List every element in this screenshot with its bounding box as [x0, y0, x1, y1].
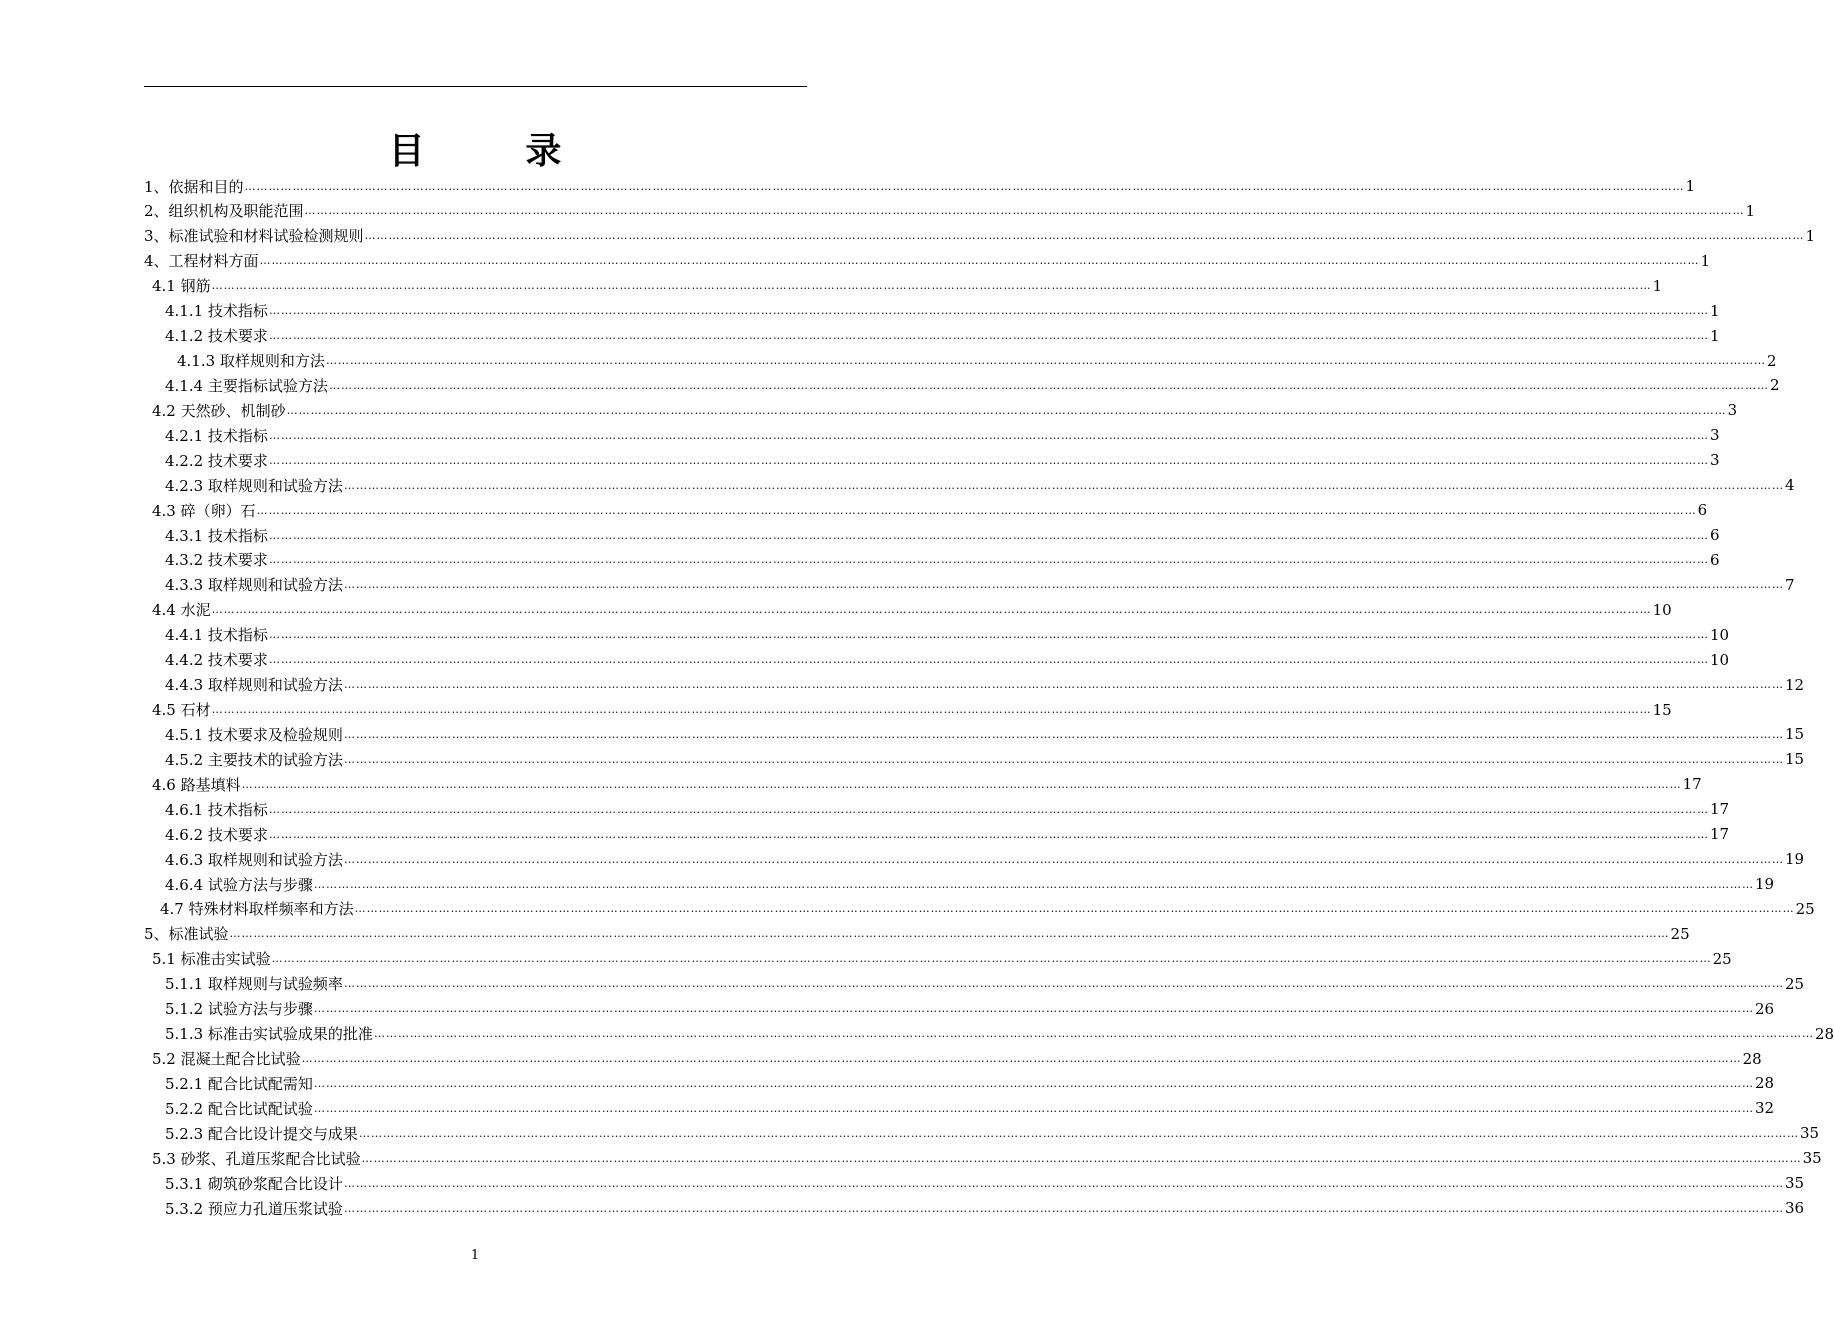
toc-entry-label: 4.2.1 技术指标	[165, 426, 268, 445]
toc-entry-label: 4、工程材料方面	[144, 252, 259, 271]
toc-entry[interactable]	[165, 972, 1805, 996]
toc-entry-label: 3、标准试验和材料试验检测规则	[144, 227, 364, 246]
toc-leader-dots: ………………………………………………………………………………………………………………………………………………………………………………………………………………………………………………………………………………………………………………………………	[268, 802, 1709, 816]
toc-entry[interactable]	[152, 498, 1708, 522]
toc-entry-page: 36	[1784, 1199, 1805, 1218]
header-rule	[144, 86, 807, 87]
toc-leader-dots: ………………………………………………………………………………………………………………………………………………………………………………………………………………………………………………………………………………………………………………………………	[373, 1027, 1814, 1041]
toc-entry-label: 5.3.1 砌筑砂浆配合比设计	[165, 1174, 343, 1193]
toc-entry-label: 4.1.4 主要指标试验方法	[165, 376, 328, 395]
toc-entry-page: 1	[1700, 251, 1711, 270]
toc-leader-dots: ………………………………………………………………………………………………………………………………………………………………………………………………………………………………………………………………………………………………………………………………	[343, 727, 1784, 741]
toc-entry-label: 4.5.1 技术要求及检验规则	[165, 725, 343, 744]
toc-entry[interactable]	[165, 299, 1720, 323]
toc-entry-label: 2、组织机构及职能范围	[144, 202, 304, 221]
toc-entry[interactable]	[152, 274, 1663, 298]
toc-entry-label: 5.2.1 配合比试配需知	[165, 1074, 313, 1093]
toc-entry-label: 5.1 标准击实试验	[152, 950, 271, 969]
toc-entry-label: 4.4.2 技术要求	[165, 651, 268, 670]
toc-leader-dots: ………………………………………………………………………………………………………………………………………………………………………………………………………………………………………………………………………………………………………………………………	[364, 229, 1805, 243]
toc-entry[interactable]	[144, 199, 1756, 223]
toc-entry-label: 4.5.2 主要技术的试验方法	[165, 750, 343, 769]
toc-entry-label: 4.6.4 试验方法与步骤	[165, 875, 313, 894]
toc-leader-dots: ………………………………………………………………………………………………………………………………………………………………………………………………………………………………………………………………………………………………………………………………	[268, 553, 1709, 567]
toc-entry[interactable]	[165, 1071, 1775, 1095]
toc-entry-label: 4.2.3 取样规则和试验方法	[165, 476, 343, 495]
toc-leader-dots: ………………………………………………………………………………………………………………………………………………………………………………………………………………………………………………………………………………………………………………………………	[343, 1176, 1784, 1190]
toc-leader-dots: ………………………………………………………………………………………………………………………………………………………………………………………………………………………………………………………………………………………………………………………………	[229, 927, 1670, 941]
toc-entry-page: 35	[1802, 1149, 1822, 1168]
toc-entry-page: 3	[1709, 451, 1720, 470]
toc-entry-page: 1	[1709, 301, 1720, 320]
toc-leader-dots: ………………………………………………………………………………………………………………………………………………………………………………………………………………………………………………………………………………………………………………………………	[343, 852, 1784, 866]
toc-entry-label: 4.1 钢筋	[152, 277, 211, 296]
toc-entry[interactable]	[152, 1146, 1822, 1170]
toc-entry-label: 5.2.2 配合比试配试验	[165, 1099, 313, 1118]
toc-entry-page: 15	[1784, 750, 1805, 769]
toc-leader-dots: ………………………………………………………………………………………………………………………………………………………………………………………………………………………………………………………………………………………………………………………………	[325, 354, 1766, 367]
toc-entry[interactable]	[165, 673, 1805, 697]
toc-entry-page: 7	[1784, 575, 1795, 594]
toc-entry-page: 12	[1784, 675, 1805, 694]
toc-leader-dots: ………………………………………………………………………………………………………………………………………………………………………………………………………………………………………………………………………………………………………………………………	[244, 179, 1685, 193]
toc-entry-label: 4.4.3 取样规则和试验方法	[165, 676, 343, 695]
toc-entry-page: 6	[1709, 526, 1720, 545]
toc-leader-dots: ………………………………………………………………………………………………………………………………………………………………………………………………………………………………………………………………………………………………………………………………	[268, 628, 1709, 642]
toc-entry-page: 25	[1784, 974, 1805, 993]
toc-leader-dots: ………………………………………………………………………………………………………………………………………………………………………………………………………………………………………………………………………………………………………………………………	[313, 1101, 1754, 1115]
toc-entry[interactable]	[165, 1121, 1820, 1145]
toc-entry-label: 4.7 特殊材料取样频率和方法	[160, 900, 354, 919]
toc-leader-dots: ………………………………………………………………………………………………………………………………………………………………………………………………………………………………………………………………………………………………………………………………	[354, 902, 1795, 916]
toc-leader-dots: ………………………………………………………………………………………………………………………………………………………………………………………………………………………………………………………………………………………………………………………………	[343, 1201, 1784, 1215]
toc-entry-page: 1	[1745, 201, 1756, 220]
toc-entry[interactable]	[165, 473, 1795, 497]
toc-entry-page: 10	[1652, 600, 1672, 619]
toc-leader-dots: ………………………………………………………………………………………………………………………………………………………………………………………………………………………………………………………………………………………………………………………………	[343, 977, 1784, 991]
toc-entry-page: 10	[1709, 650, 1730, 669]
toc-entry-page: 3	[1727, 401, 1738, 420]
toc-entry[interactable]	[165, 573, 1795, 597]
toc-entry-label: 4.6.3 取样规则和试验方法	[165, 850, 343, 869]
toc-leader-dots: ………………………………………………………………………………………………………………………………………………………………………………………………………………………………………………………………………………………………………………………………	[268, 428, 1709, 442]
toc-entry-label: 4.1.2 技术要求	[165, 327, 268, 346]
toc-entry[interactable]	[165, 997, 1775, 1021]
toc-entry-label: 4.3 碎（卵）石	[152, 501, 256, 520]
toc-leader-dots: ………………………………………………………………………………………………………………………………………………………………………………………………………………………………………………………………………………………………………………………………	[268, 528, 1709, 542]
toc-leader-dots: ………………………………………………………………………………………………………………………………………………………………………………………………………………………………………………………………………………………………………………………………	[211, 279, 1652, 293]
toc-entry-page: 17	[1709, 825, 1730, 844]
toc-entry-page: 17	[1682, 775, 1702, 794]
toc-entry[interactable]	[177, 349, 1777, 373]
toc-entry-page: 35	[1784, 1174, 1805, 1193]
toc-entry[interactable]	[165, 1096, 1775, 1120]
toc-entry-page: 19	[1754, 875, 1775, 894]
toc-entry-label: 4.3.3 取样规则和试验方法	[165, 576, 343, 595]
toc-entry-page: 25	[1670, 924, 1690, 943]
toc-leader-dots: ………………………………………………………………………………………………………………………………………………………………………………………………………………………………………………………………………………………………………………………………	[343, 678, 1784, 692]
toc-entry-label: 5.2.3 配合比设计提交与成果	[165, 1124, 358, 1143]
toc-entry-label: 4.1.3 取样规则和方法	[177, 352, 325, 370]
toc-entry-label: 4.5 石材	[152, 701, 211, 720]
toc-entry-page: 3	[1709, 426, 1720, 445]
toc-leader-dots: ………………………………………………………………………………………………………………………………………………………………………………………………………………………………………………………………………………………………………………………………	[328, 378, 1769, 392]
toc-entry-page: 35	[1799, 1124, 1820, 1143]
toc-entry-label: 4.3.2 技术要求	[165, 551, 268, 570]
toc-entry-label: 5.1.3 标准击实试验成果的批准	[165, 1025, 373, 1044]
toc-entry[interactable]	[165, 1022, 1834, 1046]
toc-entry[interactable]	[165, 423, 1720, 447]
toc-leader-dots: ………………………………………………………………………………………………………………………………………………………………………………………………………………………………………………………………………………………………………………………………	[259, 254, 1700, 268]
toc-entry-label: 4.4 水泥	[152, 601, 211, 620]
toc-entry[interactable]	[165, 847, 1805, 871]
toc-leader-dots: ………………………………………………………………………………………………………………………………………………………………………………………………………………………………………………………………………………………………………………………………	[211, 603, 1652, 617]
toc-entry[interactable]	[165, 448, 1720, 472]
toc-entry-label: 4.4.1 技术指标	[165, 626, 268, 645]
toc-entry-page: 15	[1784, 725, 1805, 744]
toc-entry-page: 1	[1805, 226, 1816, 245]
toc-entry[interactable]	[165, 797, 1730, 821]
toc-entry-label: 4.6 路基填料	[152, 775, 241, 794]
toc-entry[interactable]	[144, 174, 1696, 198]
toc-leader-dots: ………………………………………………………………………………………………………………………………………………………………………………………………………………………………………………………………………………………………………………………………	[268, 653, 1709, 667]
toc-entry-page: 25	[1712, 949, 1732, 968]
toc-entry-label: 4.1.1 技术指标	[165, 302, 268, 321]
toc-entry-label: 5.2 混凝土配合比试验	[152, 1050, 301, 1069]
toc-entry[interactable]	[165, 747, 1805, 771]
toc-entry-page: 1	[1685, 177, 1696, 195]
toc-leader-dots: ………………………………………………………………………………………………………………………………………………………………………………………………………………………………………………………………………………………………………………………………	[268, 827, 1709, 841]
toc-entry[interactable]	[165, 548, 1720, 572]
toc-entry-label: 5、标准试验	[144, 925, 229, 944]
toc-entry-page: 15	[1652, 700, 1672, 719]
toc-entry-page: 28	[1754, 1074, 1775, 1093]
toc-leader-dots: ………………………………………………………………………………………………………………………………………………………………………………………………………………………………………………………………………………………………………………………………	[211, 703, 1652, 717]
toc-leader-dots: ………………………………………………………………………………………………………………………………………………………………………………………………………………………………………………………………………………………………………………………………	[361, 1151, 1802, 1165]
toc-leader-dots: ………………………………………………………………………………………………………………………………………………………………………………………………………………………………………………………………………………………………………………………………	[313, 1002, 1754, 1016]
toc-leader-dots: ………………………………………………………………………………………………………………………………………………………………………………………………………………………………………………………………………………………………………………………………	[256, 503, 1697, 517]
toc-leader-dots: ………………………………………………………………………………………………………………………………………………………………………………………………………………………………………………………………………………………………………………………………	[286, 403, 1727, 417]
toc-entry-label: 5.1.1 取样规则与试验频率	[165, 975, 343, 994]
toc-leader-dots: ………………………………………………………………………………………………………………………………………………………………………………………………………………………………………………………………………………………………………………………………	[301, 1052, 1742, 1066]
toc-entry-page: 28	[1814, 1024, 1834, 1043]
toc-entry-label: 1、依据和目的	[144, 177, 244, 196]
toc-entry[interactable]	[144, 224, 1816, 248]
toc-entry[interactable]	[165, 623, 1730, 647]
toc-entry-page: 26	[1754, 999, 1775, 1018]
toc-entry-label: 4.2.2 技术要求	[165, 451, 268, 470]
toc-entry-page: 32	[1754, 1099, 1775, 1118]
toc-entry-page: 28	[1742, 1049, 1762, 1068]
page-title: 目 录	[388, 131, 594, 172]
toc-entry-page: 1	[1709, 326, 1720, 345]
toc-entry-page: 4	[1784, 476, 1795, 495]
toc-entry[interactable]	[144, 922, 1690, 946]
toc-entry[interactable]	[152, 772, 1702, 796]
toc-entry-page: 6	[1697, 501, 1708, 520]
toc-leader-dots: ………………………………………………………………………………………………………………………………………………………………………………………………………………………………………………………………………………………………………………………………	[313, 1076, 1754, 1090]
toc-entry[interactable]	[160, 897, 1815, 921]
toc-entry-page: 10	[1709, 625, 1730, 644]
toc-entry-label: 4.3.1 技术指标	[165, 526, 268, 545]
toc-entry[interactable]	[165, 1196, 1805, 1220]
toc-entry[interactable]	[165, 648, 1730, 672]
toc-entry[interactable]	[165, 822, 1730, 846]
toc-entry-label: 4.6.1 技术指标	[165, 800, 268, 819]
toc-entry-page: 2	[1769, 376, 1780, 395]
toc-leader-dots: ………………………………………………………………………………………………………………………………………………………………………………………………………………………………………………………………………………………………………………………………	[313, 877, 1754, 891]
toc-entry[interactable]	[165, 324, 1720, 348]
toc-leader-dots: ………………………………………………………………………………………………………………………………………………………………………………………………………………………………………………………………………………………………………………………………	[271, 952, 1712, 966]
toc-entry-page: 1	[1652, 276, 1663, 295]
toc-entry[interactable]	[165, 523, 1720, 547]
toc-leader-dots: ………………………………………………………………………………………………………………………………………………………………………………………………………………………………………………………………………………………………………………………………	[241, 777, 1682, 791]
toc-entry-label: 5.3 砂浆、孔道压浆配合比试验	[152, 1149, 361, 1168]
toc-entry[interactable]	[165, 722, 1805, 746]
toc-entry-label: 5.1.2 试验方法与步骤	[165, 1000, 313, 1019]
toc-entry[interactable]	[152, 947, 1732, 971]
toc-entry[interactable]	[152, 1047, 1762, 1071]
toc-entry[interactable]	[152, 698, 1672, 722]
toc-leader-dots: ………………………………………………………………………………………………………………………………………………………………………………………………………………………………………………………………………………………………………………………………	[268, 453, 1709, 467]
toc-leader-dots: ………………………………………………………………………………………………………………………………………………………………………………………………………………………………………………………………………………………………………………………………	[268, 329, 1709, 343]
toc-entry[interactable]	[144, 249, 1711, 273]
toc-entry[interactable]	[165, 1171, 1805, 1195]
toc-leader-dots: ………………………………………………………………………………………………………………………………………………………………………………………………………………………………………………………………………………………………………………………………	[343, 752, 1784, 766]
toc-entry-label: 4.2 天然砂、机制砂	[152, 401, 286, 420]
toc-leader-dots: ………………………………………………………………………………………………………………………………………………………………………………………………………………………………………………………………………………………………………………………………	[343, 478, 1784, 492]
page-number: 1	[470, 1248, 480, 1263]
toc-leader-dots: ………………………………………………………………………………………………………………………………………………………………………………………………………………………………………………………………………………………………………………………………	[343, 578, 1784, 592]
toc-entry-page: 2	[1766, 351, 1777, 370]
toc-entry-page: 25	[1795, 899, 1815, 918]
toc-entry[interactable]	[165, 373, 1780, 397]
toc-entry-label: 5.3.2 预应力孔道压浆试验	[165, 1199, 343, 1218]
toc-leader-dots: ………………………………………………………………………………………………………………………………………………………………………………………………………………………………………………………………………………………………………………………………	[358, 1126, 1799, 1140]
toc-entry-page: 17	[1709, 800, 1730, 819]
toc-entry[interactable]	[152, 398, 1738, 422]
toc-leader-dots: ………………………………………………………………………………………………………………………………………………………………………………………………………………………………………………………………………………………………………………………………	[304, 204, 1745, 218]
toc-entry-page: 19	[1784, 850, 1805, 869]
toc-entry-page: 6	[1709, 550, 1720, 569]
toc-entry[interactable]	[165, 872, 1775, 896]
toc-entry-label: 4.6.2 技术要求	[165, 825, 268, 844]
toc-entry[interactable]	[152, 598, 1672, 622]
toc-leader-dots: ………………………………………………………………………………………………………………………………………………………………………………………………………………………………………………………………………………………………………………………………	[268, 304, 1709, 318]
